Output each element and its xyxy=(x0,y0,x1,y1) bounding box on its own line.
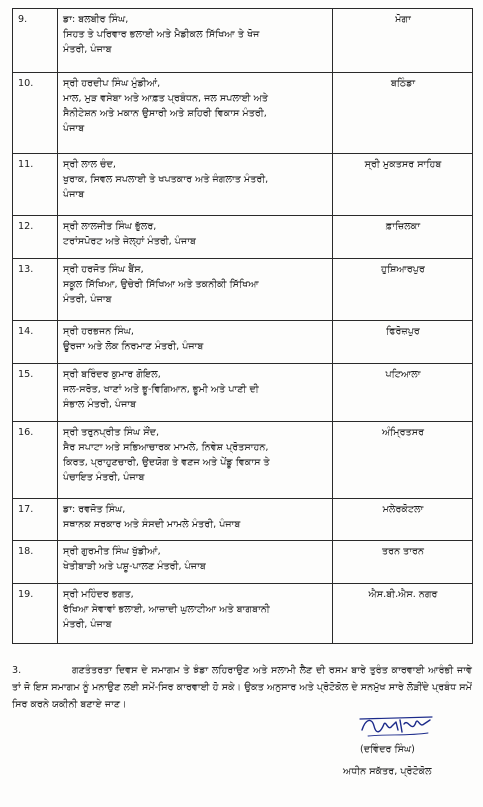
minister-cell xyxy=(58,499,333,541)
minister-cell xyxy=(58,422,333,499)
minister-cell xyxy=(58,259,333,321)
table-row xyxy=(13,73,473,154)
serial-number: 19. xyxy=(13,584,58,644)
table-row xyxy=(13,499,473,541)
minister-name: ਸ੍ਰੀ ਹਰਜੋਤ ਸਿੰਘ ਬੈਂਸ, xyxy=(63,264,144,275)
minister-cell xyxy=(58,321,333,364)
table-row xyxy=(13,9,473,73)
district-name: ਐਸ.ਬੀ.ਐਸ. ਨਗਰ xyxy=(333,584,473,644)
minister-name: ਸ੍ਰੀ ਹਰਦੀਪ ਸਿੰਘ ਮੁੰਡੀਆਂ, xyxy=(63,78,161,89)
department-line: ਮਾਲ, ਮੁੜ ਵਸੇਬਾ ਅਤੇ ਆਫ਼ਤ ਪ੍ਰਬੰਧਨ, ਜਲ ਸਪਲਾਈ ਅਤੇ xyxy=(63,93,269,104)
minister-name: ਡਾ: ਬਲਬੀਰ ਸਿੰਘ, xyxy=(63,14,129,25)
table-row xyxy=(13,541,473,584)
minister-cell xyxy=(58,584,333,644)
serial-number: 18. xyxy=(13,541,58,584)
department-line: ਸਿਹਤ ਤੇ ਪਰਿਵਾਰ ਭਲਾਈ ਅਤੇ ਮੈਡੀਕਲ ਸਿੱਖਿਆ ਤੇ ਖੋਜ xyxy=(63,29,260,40)
signatory-name: (ਦਵਿੰਦਰ ਸਿੰਘ) xyxy=(360,744,415,755)
department-line: ਮੰਤਰੀ, ਪੰਜਾਬ xyxy=(63,294,112,305)
department-line: ਸੰਭਾਲ ਮੰਤਰੀ, ਪੰਜਾਬ xyxy=(63,399,137,410)
minister-cell xyxy=(58,73,333,154)
district-name: ਮੋਗਾ xyxy=(333,9,473,73)
paragraph-number: 3. xyxy=(12,665,22,676)
minister-name: ਸ੍ਰੀ ਮਹਿੰਦਰ ਭਗਤ, xyxy=(63,589,134,600)
department-line: ਪੰਚਾਇਤ ਮੰਤਰੀ, ਪੰਜਾਬ xyxy=(63,472,145,483)
table-row xyxy=(13,216,473,259)
handwritten-signature xyxy=(358,712,438,740)
department-line: ਮੰਤਰੀ, ਪੰਜਾਬ xyxy=(63,44,112,55)
serial-number: 16. xyxy=(13,422,58,499)
table-row xyxy=(13,364,473,422)
department-line: ਸਥਾਨਕ ਸਰਕਾਰ ਅਤੇ ਸੰਸਦੀ ਮਾਮਲੇ ਮੰਤਰੀ, ਪੰਜਾਬ xyxy=(63,519,241,530)
department-line: ਸਕੂਲ ਸਿੱਖਿਆ, ਉਚੇਰੀ ਸਿੱਖਿਆ ਅਤੇ ਤਕਨੀਕੀ ਸਿੱਖਿਆ xyxy=(63,279,259,290)
district-name: ਤਰਨ ਤਾਰਨ xyxy=(333,541,473,584)
district-name: ਹੁਸ਼ਿਆਰਪੁਰ xyxy=(333,259,473,321)
district-name: ਅੰਮ੍ਰਿਤਸਰ xyxy=(333,422,473,499)
department-line: ਊਰਜਾ ਅਤੇ ਲੋਕ ਨਿਰਮਾਣ ਮੰਤਰੀ, ਪੰਜਾਬ xyxy=(63,341,204,352)
signatory-designation: ਅਧੀਨ ਸਕੱਤਰ, ਪ੍ਰੋਟੋਕੋਲ xyxy=(343,766,432,777)
minister-name: ਸ੍ਰੀ ਲਾਲ ਚੰਦ, xyxy=(63,159,116,170)
department-line: ਜਲ-ਸਰੋਤ, ਖਾਣਾਂ ਅਤੇ ਭੂ-ਵਿਗਿਆਨ, ਭੂਮੀ ਅਤੇ ਪਾਣੀ ਦੀ xyxy=(63,384,259,395)
table-row xyxy=(13,584,473,644)
serial-number: 12. xyxy=(13,216,58,259)
minister-cell xyxy=(58,364,333,422)
minister-district-table xyxy=(12,8,473,644)
serial-number: 17. xyxy=(13,499,58,541)
district-name: ਫ਼ਾਜ਼ਿਲਕਾ xyxy=(333,216,473,259)
minister-cell xyxy=(58,154,333,216)
serial-number: 15. xyxy=(13,364,58,422)
minister-name: ਸ੍ਰੀ ਲਾਲਜੀਤ ਸਿੰਘ ਭੁੱਲਰ, xyxy=(63,221,157,232)
table-row xyxy=(13,259,473,321)
department-line: ਕਿਰਤ, ਪ੍ਰਾਹੁਣਚਾਰੀ, ਉਦਯੋਗ ਤੇ ਵਣਜ ਅਤੇ ਪੇਂਡੂ ਵਿਕਾਸ ਤੇ xyxy=(63,457,270,468)
instruction-paragraph xyxy=(12,662,472,713)
department-line: ਰੱਖਿਆ ਸੇਵਾਵਾਂ ਭਲਾਈ, ਆਜ਼ਾਦੀ ਘੁਲਾਟੀਆ ਅਤੇ ਬਾਗਬਾਨੀ xyxy=(63,604,270,615)
serial-number: 13. xyxy=(13,259,58,321)
serial-number: 11. xyxy=(13,154,58,216)
serial-number: 14. xyxy=(13,321,58,364)
minister-name: ਸ੍ਰੀ ਹਰਭਜਨ ਸਿੰਘ, xyxy=(63,326,134,337)
paragraph-text: ਗਣਤੰਤਰਤਾ ਦਿਵਸ ਦੇ ਸਮਾਗਮ ਤੇ ਝੰਡਾ ਲਹਿਰਾਉਣ ਅਤੇ ਸਲਾਮੀ ਲੈਣ ਦੀ ਰਸਮ ਬਾਰੇ ਤੁਰੰਤ ਕਾਰਵਾਈ ਆਰੰਭੀ ਜਾਵੇ ਤਾਂ ਜੋ ਇਸ ਸਮਾਗਮ ਨੂੰ ਮਨਾਉਣ ਲਈ ਸਮੇਂ-ਸਿਰ ਕਾਰਵਾਈ ਹੋ ਸਕੇ। ਉਕਤ ਅਨੁਸਾਰ ਅਤੇ ਪ੍ਰੋਟੋਕੋਲ ਦੇ ਸਨਮੁੱਖ ਸਾਰੇ ਲੋੜੀਂਦੇ ਪ੍ਰਬੰਧ ਸਮੇਂ ਸਿਰ ਕਰਨੇ ਯਕੀਨੀ ਬਣਾਏ ਜਾਣ। xyxy=(12,665,472,710)
department-line: ਮੰਤਰੀ, ਪੰਜਾਬ xyxy=(63,619,112,630)
minister-cell xyxy=(58,216,333,259)
district-name: ਸ੍ਰੀ ਮੁਕਤਸਰ ਸਾਹਿਬ xyxy=(333,154,473,216)
department-line: ਟਰਾਂਸਪੋਰਟ ਅਤੇ ਜੇਲ੍ਹਾਂ ਮੰਤਰੀ, ਪੰਜਾਬ xyxy=(63,236,196,247)
serial-number: 10. xyxy=(13,73,58,154)
table-row xyxy=(13,321,473,364)
department-line: ਪੰਜਾਬ xyxy=(63,189,85,200)
district-name: ਫਿਰੋਜ਼ਪੁਰ xyxy=(333,321,473,364)
district-name: ਬਠਿੰਡਾ xyxy=(333,73,473,154)
minister-name: ਡਾ: ਰਵਜੋਤ ਸਿੰਘ, xyxy=(63,504,126,515)
serial-number: 9. xyxy=(13,9,58,73)
department-line: ਪੰਜਾਬ xyxy=(63,123,85,134)
table-row xyxy=(13,154,473,216)
minister-cell xyxy=(58,9,333,73)
district-name: ਮਲੇਰਕੋਟਲਾ xyxy=(333,499,473,541)
minister-name: ਸ੍ਰੀ ਬਰਿੰਦਰ ਕੁਮਾਰ ਗੋਇਲ, xyxy=(63,369,161,380)
department-line: ਖੁਰਾਕ, ਸਿਵਲ ਸਪਲਾਈ ਤੇ ਖਪਤਕਾਰ ਅਤੇ ਜੰਗਲਾਤ ਮੰਤਰੀ, xyxy=(63,174,269,185)
minister-cell xyxy=(58,541,333,584)
district-name: ਪਟਿਆਲਾ xyxy=(333,364,473,422)
minister-name: ਸ੍ਰੀ ਤਰੁਨਪ੍ਰੀਤ ਸਿੰਘ ਸੌਂਦ, xyxy=(63,427,160,438)
department-line: ਸੈਰ ਸਪਾਟਾ ਅਤੇ ਸਭਿਆਚਾਰਕ ਮਾਮਲੇ, ਨਿਵੇਸ਼ ਪ੍ਰੋਤਸਾਹਨ, xyxy=(63,442,269,453)
table-row xyxy=(13,422,473,499)
minister-name: ਸ੍ਰੀ ਗੁਰਮੀਤ ਸਿੰਘ ਖੁੱਡੀਆਂ, xyxy=(63,546,161,557)
department-line: ਸੈਨੀਟੇਸ਼ਨ ਅਤੇ ਮਕਾਨ ਉਸਾਰੀ ਅਤੇ ਸ਼ਹਿਰੀ ਵਿਕਾਸ ਮੰਤਰੀ, xyxy=(63,108,267,119)
department-line: ਖੇਤੀਬਾੜੀ ਅਤੇ ਪਸ਼ੂ-ਪਾਲਣ ਮੰਤਰੀ, ਪੰਜਾਬ xyxy=(63,561,206,572)
